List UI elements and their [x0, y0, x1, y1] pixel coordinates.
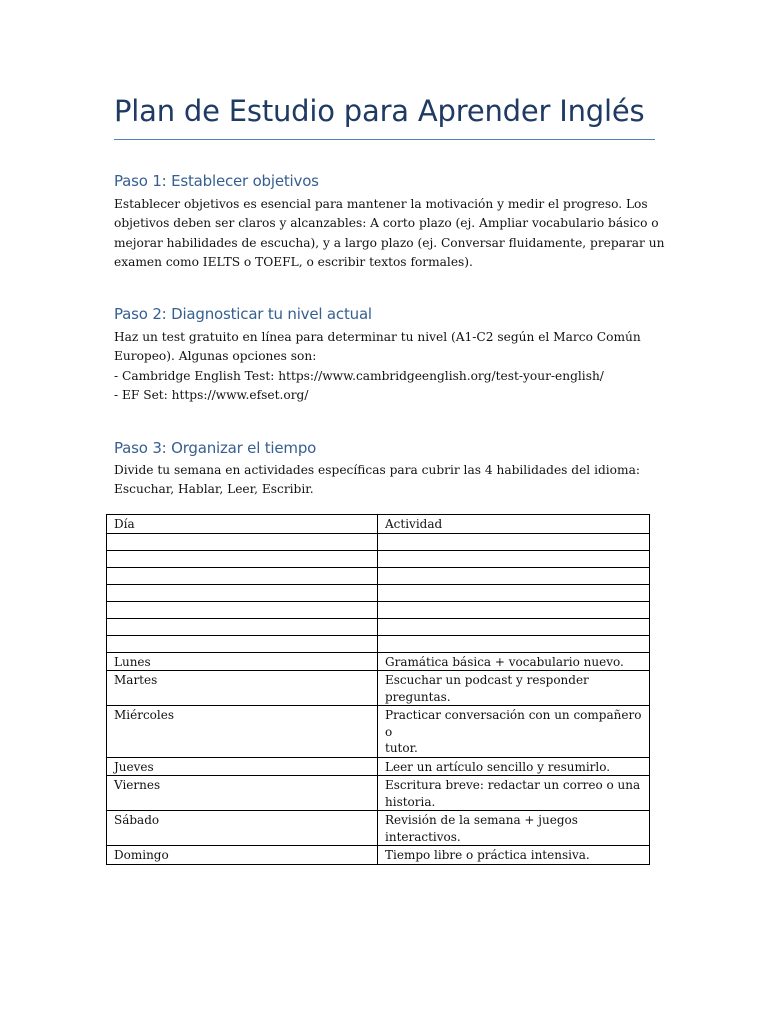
- text-line: Europeo). Algunas opciones son:: [114, 349, 317, 364]
- heading-step-1: Paso 1: Establecer objetivos: [114, 172, 319, 190]
- cell-activity: [378, 811, 650, 846]
- cell-activity-line: Escritura breve: redactar un correo o una: [385, 778, 641, 792]
- table-cell-empty: [378, 635, 650, 652]
- table-cell-empty: [378, 533, 650, 550]
- title-underline: [114, 139, 655, 140]
- cell-activity-line: preguntas.: [385, 689, 451, 704]
- table-row: [107, 846, 650, 865]
- cell-activity-line: interactivos.: [385, 829, 461, 844]
- table-row: [107, 652, 650, 671]
- text-line: objetivos deben ser claros y alcanzables: A corto plazo (ej. Ampliar vocabulario básico o: [114, 216, 659, 231]
- table-header-row: [107, 515, 650, 534]
- cell-activity-line: Practicar conversación con un compañero o: [385, 708, 642, 739]
- paragraph-step-3: [114, 461, 644, 500]
- table-row-empty: [107, 618, 650, 635]
- cell-day: Viernes: [107, 776, 378, 811]
- table-cell-empty: [378, 584, 650, 601]
- table-row: [107, 706, 650, 758]
- paragraph-step-2: [114, 328, 644, 405]
- cell-activity-line: tutor.: [385, 741, 418, 755]
- table-cell-empty: [378, 567, 650, 584]
- cell-activity: [378, 776, 650, 811]
- table-row: [107, 671, 650, 706]
- cell-activity: [378, 671, 650, 706]
- cell-day: Domingo: [107, 846, 378, 865]
- cell-activity-line: Leer un artículo sencillo y resumirlo.: [385, 759, 611, 774]
- cell-day: Martes: [107, 671, 378, 706]
- cell-day: Sábado: [107, 811, 378, 846]
- heading-step-2: Paso 2: Diagnosticar tu nivel actual: [114, 305, 372, 323]
- table-row-empty: [107, 635, 650, 652]
- text-line: examen como IELTS o TOEFL, o escribir textos formales).: [114, 254, 473, 269]
- table-row-empty: [107, 601, 650, 618]
- cell-activity: [378, 652, 650, 671]
- cell-activity-line: Gramática básica + vocabulario nuevo.: [385, 654, 624, 669]
- cell-activity-line: historia.: [385, 794, 436, 809]
- table-cell-empty: [107, 601, 378, 618]
- table-cell-empty: [107, 533, 378, 550]
- table-row-empty: [107, 533, 650, 550]
- text-line: Haz un test gratuito en línea para determinar tu nivel (A1-C2 según el Marco Común: [114, 330, 641, 344]
- table-cell-empty: [107, 618, 378, 635]
- text-line: Escuchar, Hablar, Leer, Escribir.: [114, 482, 314, 497]
- table-row-empty: [107, 550, 650, 567]
- table-cell-empty: [107, 550, 378, 567]
- cell-activity: [378, 846, 650, 865]
- weekly-schedule-table: [106, 514, 650, 865]
- cell-activity: [378, 706, 650, 758]
- cell-activity-line: Tiempo libre o práctica intensiva.: [385, 848, 590, 862]
- cell-activity-line: Revisión de la semana + juegos: [385, 813, 578, 827]
- cell-day: Jueves: [107, 757, 378, 776]
- table-row: [107, 811, 650, 846]
- link-line-cambridge: - Cambridge English Test: https://www.cambridgeenglish.org/test-your-english/: [114, 368, 604, 383]
- cell-activity-line: Escuchar un podcast y responder: [385, 673, 589, 687]
- table-cell-empty: [107, 584, 378, 601]
- link-line-efset: - EF Set: https://www.efset.org/: [114, 387, 309, 402]
- table-cell-empty: [107, 567, 378, 584]
- table-row: [107, 776, 650, 811]
- paragraph-step-1: [114, 195, 665, 272]
- text-line: Divide tu semana en actividades específicas para cubrir las 4 habilidades del idioma:: [114, 463, 640, 477]
- table-row-empty: [107, 584, 650, 601]
- header-cell-activity: Actividad: [378, 515, 650, 534]
- cell-activity: [378, 757, 650, 776]
- table-cell-empty: [378, 550, 650, 567]
- text-line: mejorar habilidades de escucha), y a largo plazo (ej. Conversar fluidamente, preparar un: [114, 235, 665, 250]
- cell-day: Lunes: [107, 652, 378, 671]
- document-title: Plan de Estudio para Aprender Inglés: [114, 94, 645, 128]
- table-row: [107, 757, 650, 776]
- table-cell-empty: [107, 635, 378, 652]
- cell-day: Miércoles: [107, 706, 378, 758]
- header-cell-day: Día: [107, 515, 378, 534]
- table-cell-empty: [378, 618, 650, 635]
- table-row-empty: [107, 567, 650, 584]
- table-cell-empty: [378, 601, 650, 618]
- heading-step-3: Paso 3: Organizar el tiempo: [114, 439, 317, 457]
- text-line: Establecer objetivos es esencial para mantener la motivación y medir el progreso. Los: [114, 197, 648, 211]
